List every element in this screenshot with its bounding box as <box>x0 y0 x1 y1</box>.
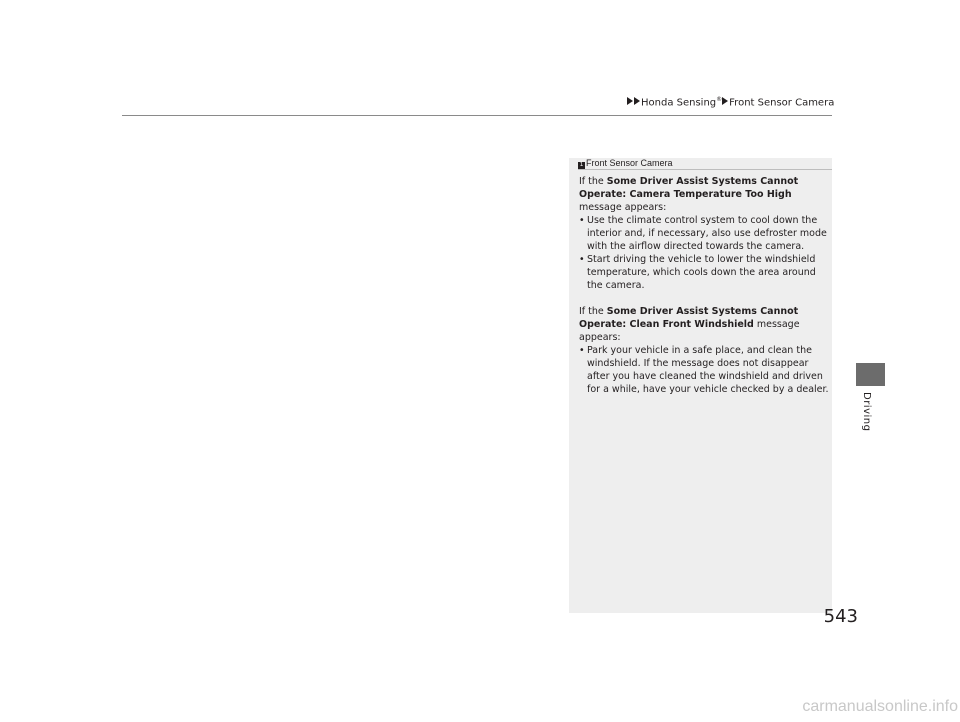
note1-intro-pre: If the <box>579 176 607 187</box>
chapter-tab-label: Driving <box>861 392 872 432</box>
reference-marker-icon: 1 <box>579 162 584 168</box>
bullet-icon: • <box>579 345 585 356</box>
list-item-text: Use the climate control system to cool down the interior and, if necessary, also use defroster mode with the airflow directed towards the camera. <box>587 215 827 252</box>
registered-mark: ® <box>716 96 723 103</box>
note2-intro-pre: If the <box>579 306 607 317</box>
sidebar-note-panel <box>569 158 832 613</box>
breadcrumb-page: Front Sensor Camera <box>729 97 835 109</box>
sidebar-heading <box>578 158 832 169</box>
breadcrumb-section[interactable]: Honda Sensing <box>641 97 717 109</box>
spacer <box>579 292 829 305</box>
list-item <box>579 214 829 253</box>
list-item-text: Start driving the vehicle to lower the windshield temperature, which cools down the area around the camera. <box>587 254 816 291</box>
page-number: 543 <box>823 606 858 627</box>
list-item <box>579 253 829 292</box>
sidebar-divider <box>578 169 832 170</box>
list-item-text: Park your vehicle in a safe place, and clean the windshield. If the message does not disappear after you have cleaned the windshield and driven for a while, have your vehicle checked by a dealer. <box>587 345 829 395</box>
list-item <box>579 344 829 396</box>
note2-intro <box>579 305 829 344</box>
sidebar-content <box>579 175 829 396</box>
note1-message-name: Some Driver Assist Systems Cannot Operate: Camera Temperature Too High <box>579 176 799 200</box>
watermark: carmanualsonline.info <box>802 698 958 715</box>
bullet-icon: • <box>579 215 585 226</box>
header-divider <box>122 115 832 116</box>
note1-intro <box>579 175 829 214</box>
breadcrumb-arrow-icon <box>634 97 640 105</box>
breadcrumb-arrow-icon <box>722 97 728 105</box>
breadcrumb-arrow-icon <box>627 97 633 105</box>
breadcrumb <box>627 94 837 109</box>
note2-intro-post: message appears: <box>579 319 800 343</box>
bullet-icon: • <box>579 254 585 265</box>
note1-intro-post: message appears: <box>579 202 667 213</box>
note2-message-name: Some Driver Assist Systems Cannot Operate: Clean Front Windshield <box>579 306 799 330</box>
chapter-tab <box>856 363 885 386</box>
sidebar-heading-text: Front Sensor Camera <box>586 158 673 168</box>
